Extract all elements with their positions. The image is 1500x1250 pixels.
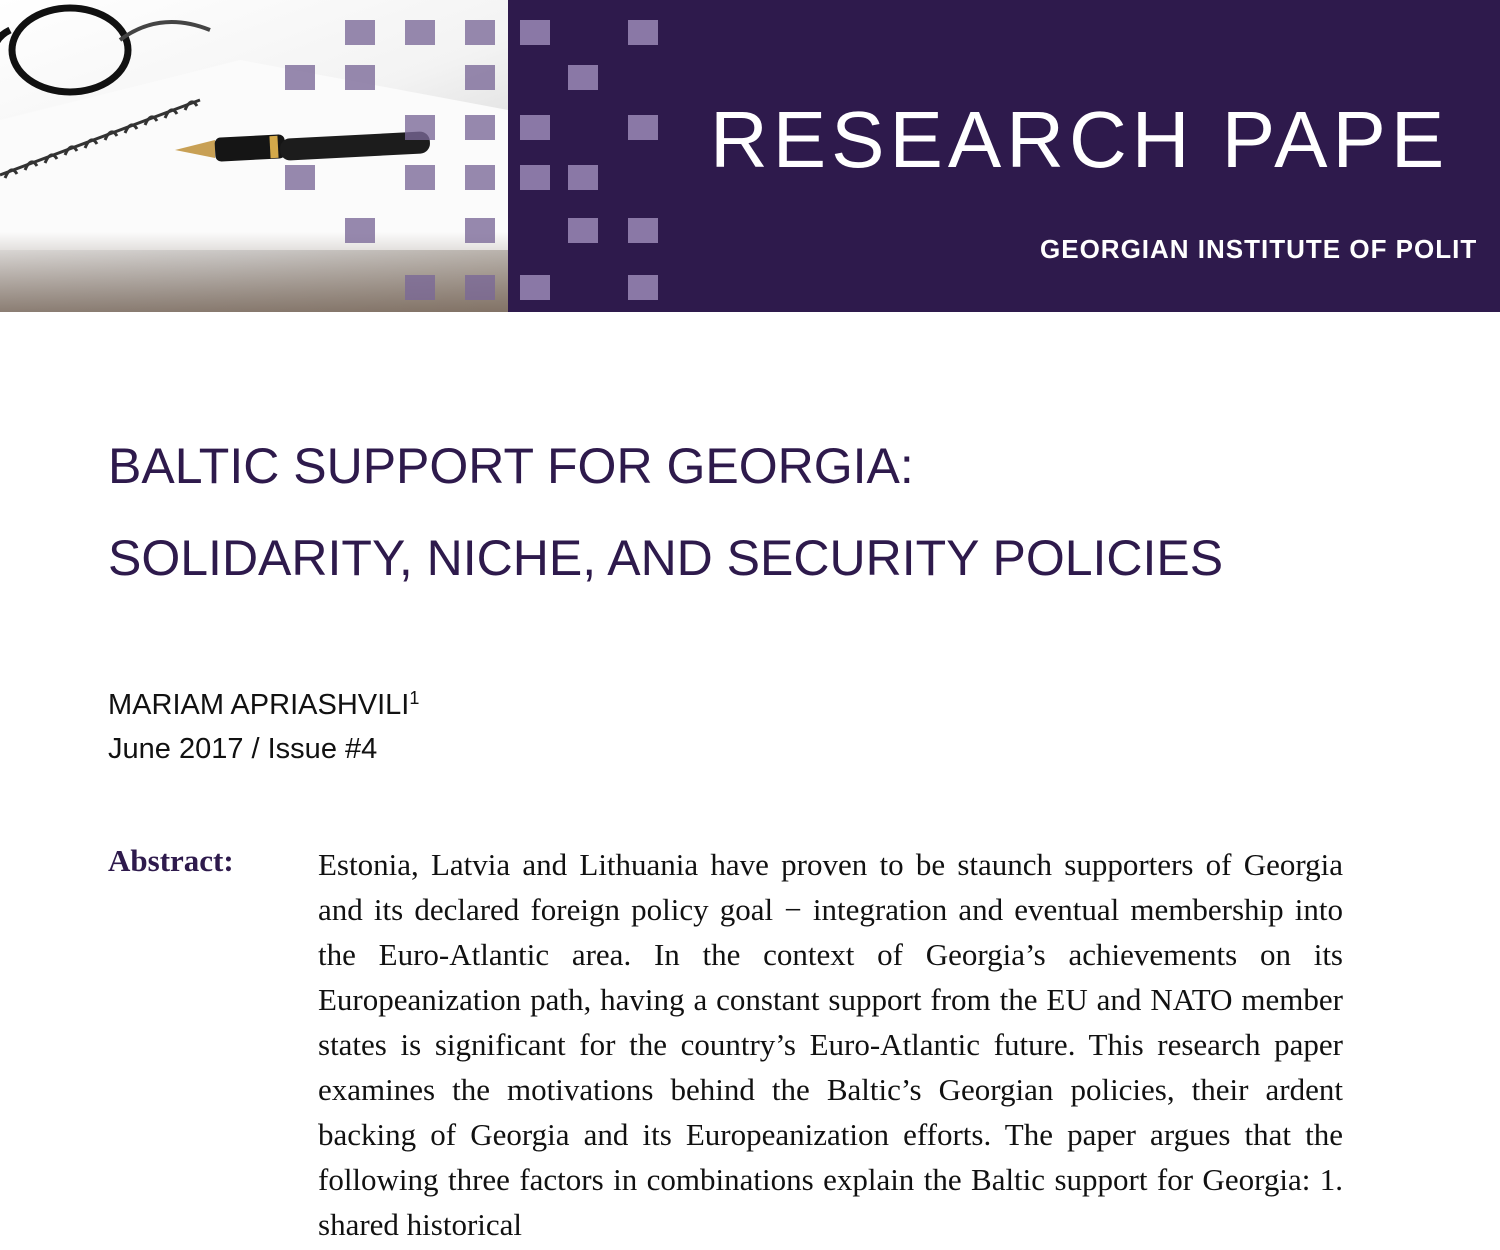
author-text: MARIAM APRIASHVILI <box>108 689 410 721</box>
issue-date: June 2017 / Issue #4 <box>108 733 378 765</box>
abstract-text: Estonia, Latvia and Lithuania have proven to be staunch supporters of Georgia and its declared foreign policy goal − integration and eventual membership into the Euro-Atlantic area. In the context of Georgia’s achievements on its Europeanization path, having a constant support from the EU and NATO member states is significant for the country’s Euro-Atlantic future. This research paper examines the motivations behind the Baltic’s Georgian policies, their ardent backing of Georgia and its Europeanization efforts. The paper argues that the following three factors in combinations explain the Baltic support for Georgia: 1. shared historical <box>318 847 1343 1242</box>
paper-title-line-2: SOLIDARITY, NICHE, AND SECURITY POLICIES <box>108 530 1224 586</box>
author-name <box>108 688 420 721</box>
glasses-icon <box>0 8 128 92</box>
author-footnote-marker: 1 <box>409 688 420 708</box>
header-photo <box>0 0 508 312</box>
abstract-label: Abstract: <box>108 843 234 878</box>
paper-title-line-1: BALTIC SUPPORT FOR GEORGIA: <box>108 438 914 494</box>
banner-title: RESEARCH PAPE <box>710 95 1450 184</box>
banner-subtitle: GEORGIAN INSTITUTE OF POLIT <box>1040 234 1478 264</box>
header-banner <box>0 0 1500 312</box>
